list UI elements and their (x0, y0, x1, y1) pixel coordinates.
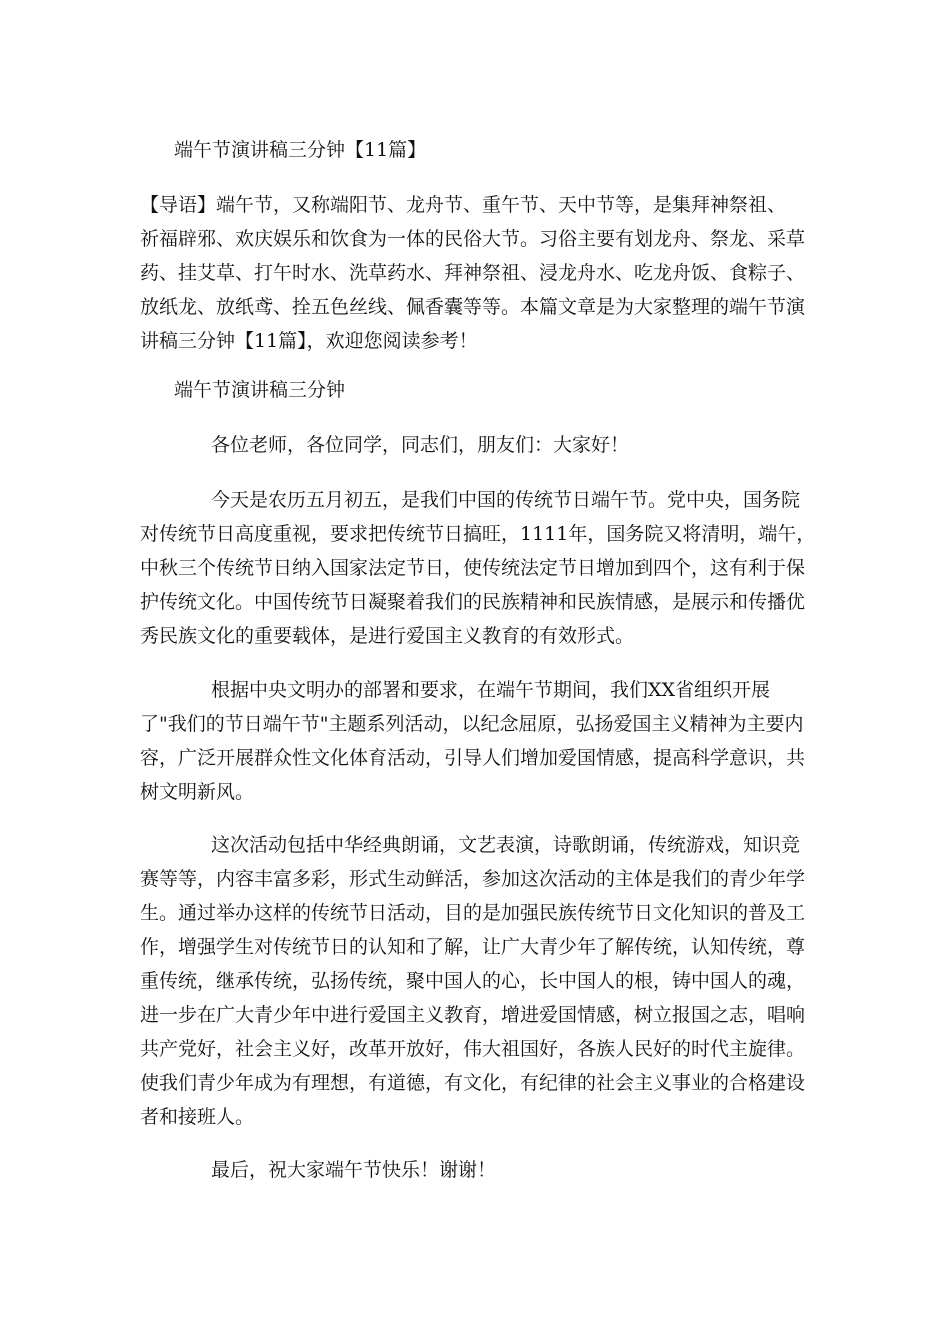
paragraph3-line-4: 作，增强学生对传统节日的认知和了解，让广大青少年了解传统，认知传统，尊 (140, 936, 806, 958)
paragraph3-line-9: 者和接班人。 (140, 1106, 255, 1128)
paragraph1-line-1: 今天是农历五月初五，是我们中国的传统节日端午节。党中央，国务院 (211, 489, 801, 511)
section-title: 端午节演讲稿三分钟 (174, 379, 346, 401)
paragraph1-line-4: 护传统文化。中国传统节日凝聚着我们的民族精神和民族情感，是展示和传播优 (140, 591, 806, 613)
paragraph2-line-4: 树文明新风。 (140, 781, 255, 803)
paragraph2-line-1: 根据中央文明办的部署和要求，在端午节期间，我们XX省组织开展 (211, 679, 771, 701)
intro-line-5: 讲稿三分钟【11篇】，欢迎您阅读参考！ (140, 330, 478, 352)
paragraph3-line-3: 生。通过举办这样的传统节日活动，目的是加强民族传统节日文化知识的普及工 (140, 902, 806, 924)
document-title: 端午节演讲稿三分钟【11篇】 (174, 139, 427, 161)
paragraph2-line-2: 了"我们的节日端午节"主题系列活动，以纪念屈原，弘扬爱国主义精神为主要内 (140, 713, 804, 735)
greeting: 各位老师，各位同学，同志们，朋友们：大家好！ (211, 434, 630, 456)
paragraph3-line-1: 这次活动包括中华经典朗诵，文艺表演，诗歌朗诵，传统游戏，知识竞 (211, 834, 801, 856)
intro-line-3: 药、挂艾草、打午时水、洗草药水、拜神祭祖、浸龙舟水、吃龙舟饭、食粽子、 (140, 262, 806, 284)
paragraph1-line-2: 对传统节日高度重视，要求把传统节日搞旺，1111年，国务院又将清明，端午， (140, 523, 816, 545)
paragraph1-line-5: 秀民族文化的重要载体，是进行爱国主义教育的有效形式。 (140, 625, 635, 647)
paragraph3-line-8: 使我们青少年成为有理想，有道德，有文化，有纪律的社会主义事业的合格建设 (140, 1072, 806, 1094)
paragraph3-line-2: 赛等等，内容丰富多彩，形式生动鲜活，参加这次活动的主体是我们的青少年学 (140, 868, 806, 890)
intro-line-1: 【导语】端午节，又称端阳节、龙舟节、重午节、天中节等，是集拜神祭祖、 (140, 194, 787, 216)
closing-line: 最后，祝大家端午节快乐！谢谢！ (211, 1159, 497, 1181)
intro-line-4: 放纸龙、放纸鸢、拴五色丝线、佩香囊等等。本篇文章是为大家整理的端午节演 (140, 296, 806, 318)
paragraph1-line-3: 中秋三个传统节日纳入国家法定节日，使传统法定节日增加到四个，这有利于保 (140, 557, 806, 579)
intro-line-2: 祈福辟邪、欢庆娱乐和饮食为一体的民俗大节。习俗主要有划龙舟、祭龙、采草 (140, 228, 806, 250)
paragraph3-line-5: 重传统，继承传统，弘扬传统，聚中国人的心，长中国人的根，铸中国人的魂， (140, 970, 806, 992)
paragraph3-line-6: 进一步在广大青少年中进行爱国主义教育，增进爱国情感，树立报国之志，唱响 (140, 1004, 806, 1026)
paragraph3-line-7: 共产党好，社会主义好，改革开放好，伟大祖国好，各族人民好的时代主旋律。 (140, 1038, 806, 1060)
paragraph2-line-3: 容，广泛开展群众性文化体育活动，引导人们增加爱国情感，提高科学意识，共 (140, 747, 806, 769)
